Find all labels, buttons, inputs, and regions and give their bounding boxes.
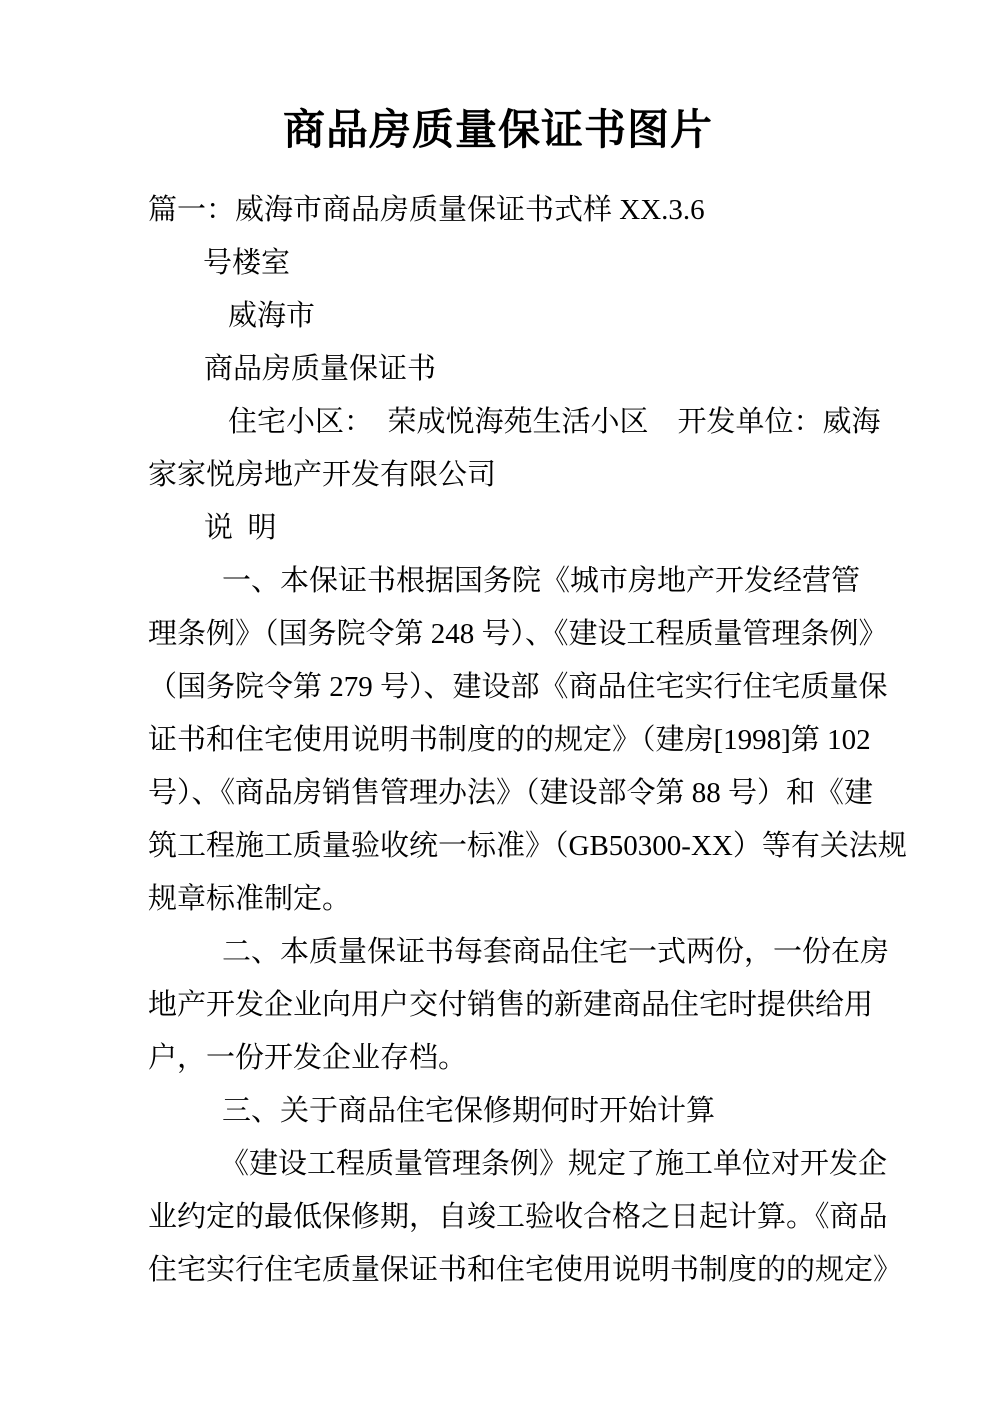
document-line: 号）、《商品房销售管理办法》（建设部令第 88 号）和《建 <box>148 777 874 809</box>
document-line: 业约定的最低保修期，自竣工验收合格之日起计算。《商品 <box>148 1201 888 1233</box>
document-line: 家家悦房地产开发有限公司 <box>148 459 497 491</box>
document-title: 商品房质量保证书图片 <box>282 108 713 154</box>
document-line: 地产开发企业向用户交付销售的新建商品住宅时提供给用 <box>148 989 874 1021</box>
document-line: 住宅实行住宅质量保证书和住宅使用说明书制度的的规定》 <box>148 1254 903 1286</box>
document-line: 户，一份开发企业存档。 <box>148 1042 468 1074</box>
document-body <box>148 184 907 1297</box>
document-line: 证书和住宅使用说明书制度的的规定》（建房[1998]第 102 <box>148 724 871 756</box>
document-line: 三、关于商品住宅保修期何时开始计算 <box>222 1095 716 1127</box>
document-line: 威海市 <box>228 300 316 332</box>
document-line: 商品房质量保证书 <box>204 353 437 385</box>
document-line: 《建设工程质量管理条例》规定了施工单位对开发企 <box>220 1148 888 1180</box>
document-line: 住宅小区： 荣成悦海苑生活小区 开发单位：威海 <box>228 406 881 438</box>
document-line: 篇一：威海市商品房质量保证书式样 XX.3.6 <box>148 194 705 226</box>
document-line: 规章标准制定。 <box>148 883 352 915</box>
document-line: 一、本保证书根据国务院《城市房地产开发经营管 <box>222 565 861 597</box>
document-line: 理条例》（国务院令第 248 号）、《建设工程质量管理条例》 <box>148 618 888 650</box>
document-line: 二、本质量保证书每套商品住宅一式两份，一份在房 <box>222 936 890 968</box>
document-line: 筑工程施工质量验收统一标准》（GB50300-XX）等有关法规 <box>148 830 907 862</box>
document-line: 号楼室 <box>203 247 291 279</box>
document-line: （国务院令第 279 号）、建设部《商品住宅实行住宅质量保 <box>148 671 888 703</box>
document-line: 说 明 <box>204 512 277 544</box>
